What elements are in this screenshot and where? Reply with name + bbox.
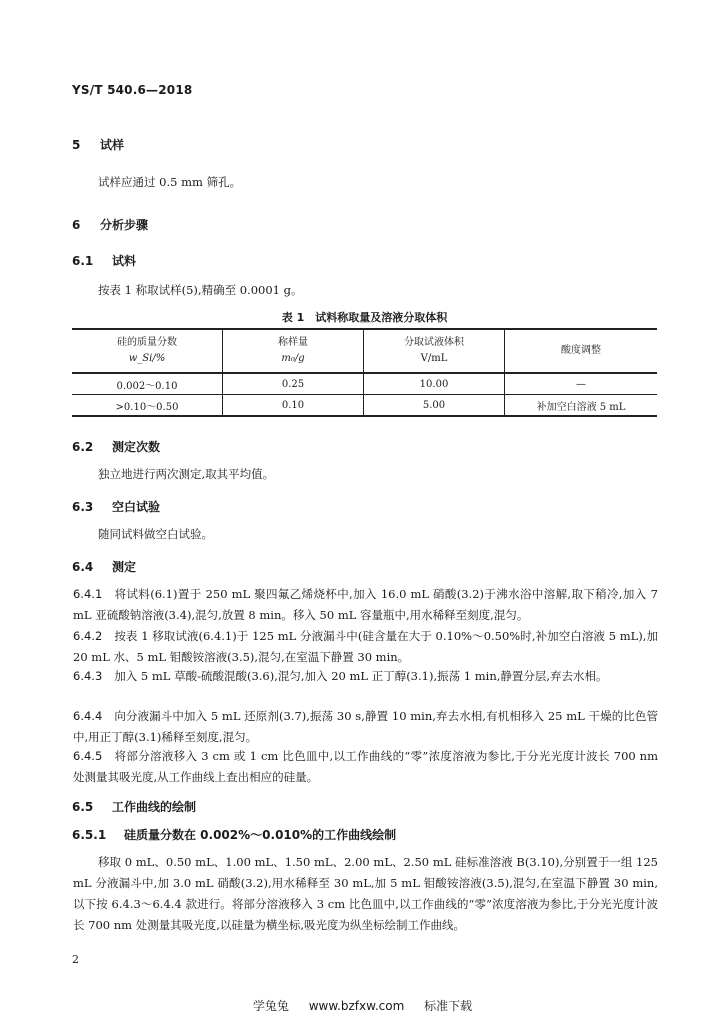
header-mass-fraction: 硅的质量分数 w_Si/% xyxy=(72,329,223,373)
page-number: 2 xyxy=(72,953,79,966)
table-cell: 10.00 xyxy=(364,373,505,395)
section-6-2-text: 独立地进行两次测定,取其平均值。 xyxy=(98,467,275,481)
table-cell: 0.25 xyxy=(223,373,364,395)
section-number: 6 xyxy=(72,218,81,232)
section-6-3-text: 随同试料做空白试验。 xyxy=(98,527,213,541)
section-number: 6.5 xyxy=(72,800,94,814)
footer-watermark xyxy=(0,997,725,1014)
clause-number: 6.4.2 xyxy=(73,629,103,643)
clause-number: 6.4.3 xyxy=(73,669,103,683)
table-cell: 0.002～0.10 xyxy=(72,373,223,395)
section-5-text: 试样应通过 0.5 mm 筛孔。 xyxy=(98,175,242,189)
section-6-1-heading xyxy=(72,252,136,269)
section-title: 测定次数 xyxy=(112,440,161,454)
clause-text: 将部分溶液移入 3 cm 或 1 cm 比色皿中,以工作曲线的“零”浓度溶液为参比,于分光光度计波长 700 nm 处测量其吸光度,从工作曲线上查出相应的硅量。 xyxy=(73,749,658,784)
header-sample-mass: 称样量 m₀/g xyxy=(223,329,364,373)
section-5-heading xyxy=(72,136,124,153)
clause-number: 6.4.5 xyxy=(73,749,103,763)
clause-number: 6.4.4 xyxy=(73,709,103,723)
table-cell: — xyxy=(505,373,658,395)
table-1-caption: 表 1 试料称取量及溶液分取体积 xyxy=(281,311,448,324)
table-1 xyxy=(72,328,657,417)
clause-text: 将试料(6.1)置于 250 mL 聚四氟乙烯烧杯中,加入 16.0 mL 硝酸(3.2)于沸水浴中溶解,取下稍冷,加入 7 mL 亚硫酸钠溶液(3.4),混匀,放置 8 min。移入 50 mL 容量瓶中,用水稀释至刻度,混匀。 xyxy=(73,587,658,622)
section-number: 6.4 xyxy=(72,560,94,574)
table-row xyxy=(72,395,657,417)
clause-text: 加入 5 mL 草酸-硫酸混酸(3.6),混匀,加入 20 mL 正丁醇(3.1),振荡 1 min,静置分层,弃去水相。 xyxy=(114,669,608,683)
section-6-1-text: 按表 1 称取试样(5),精确至 0.0001 g。 xyxy=(98,283,303,297)
section-title: 分析步骤 xyxy=(100,218,149,232)
footer-url[interactable]: www.bzfxw.com xyxy=(308,999,405,1013)
clause-number: 6.4.1 xyxy=(73,587,103,601)
section-title: 测定 xyxy=(112,560,137,574)
footer-slogan: 标准下载 xyxy=(424,999,473,1013)
section-6-4-heading xyxy=(72,558,136,575)
clause-6-4-3 xyxy=(73,666,658,687)
section-title: 试样 xyxy=(100,138,125,152)
section-title: 试料 xyxy=(112,254,137,268)
section-6-3-heading xyxy=(72,498,160,515)
section-6-5-1-text: 移取 0 mL、0.50 mL、1.00 mL、1.50 mL、2.00 mL、2.50 mL 硅标准溶液 B(3.10),分别置于一组 125 mL 分液漏斗中,加 3.0 mL 硝酸(3.2),用水稀释至 30 mL,加 5 mL 钼酸铵溶液(3.5),混匀,在室温下静置 30 min,以下按 6.4.3～6.4.4 款进行。将部分溶液移入 3 cm 比色皿中,以工作曲线的“零”浓度溶液为参比,于分光光度计波长 700 nm 处测量其吸光度,以硅量为横坐标,吸光度为纵坐标绘制工作曲线。 xyxy=(73,855,658,932)
header-acidity-adjust: 酸度调整 xyxy=(505,329,658,373)
section-number: 6.3 xyxy=(72,500,94,514)
table-header-row xyxy=(72,329,657,373)
clause-6-4-2 xyxy=(73,626,658,668)
clause-text: 向分液漏斗中加入 5 mL 还原剂(3.7),振荡 30 s,静置 10 min,弃去水相,有机相移入 25 mL 干燥的比色管中,用正丁醇(3.1)稀释至刻度,混匀。 xyxy=(73,709,658,744)
section-number: 5 xyxy=(72,138,81,152)
section-number: 6.1 xyxy=(72,254,94,268)
clause-text: 按表 1 移取试液(6.4.1)于 125 mL 分液漏斗中(硅含量在大于 0.10%～0.50%时,补加空白溶液 5 mL),加 20 mL 水、5 mL 钼酸铵溶液(3.5),混匀,在室温下静置 30 min。 xyxy=(73,629,658,664)
table-row xyxy=(72,373,657,395)
table-cell: >0.10～0.50 xyxy=(72,395,223,417)
header-aliquot-volume: 分取试液体积 V/mL xyxy=(364,329,505,373)
clause-6-4-5 xyxy=(73,746,658,788)
footer-site-name: 学兔兔 xyxy=(252,999,289,1013)
table-cell: 5.00 xyxy=(364,395,505,417)
section-6-5-1-heading xyxy=(72,826,396,843)
document-number: YS/T 540.6—2018 xyxy=(72,83,193,97)
section-title: 硅质量分数在 0.002%～0.010%的工作曲线绘制 xyxy=(124,828,397,842)
section-6-heading xyxy=(72,216,148,233)
section-number: 6.5.1 xyxy=(72,828,107,842)
section-title: 工作曲线的绘制 xyxy=(112,800,197,814)
table-cell: 补加空白溶液 5 mL xyxy=(505,395,658,417)
clause-6-4-1 xyxy=(73,584,658,626)
table-cell: 0.10 xyxy=(223,395,364,417)
clause-6-4-4 xyxy=(73,706,658,748)
section-6-2-heading xyxy=(72,438,160,455)
section-number: 6.2 xyxy=(72,440,94,454)
section-6-5-heading xyxy=(72,798,196,815)
section-title: 空白试验 xyxy=(112,500,161,514)
